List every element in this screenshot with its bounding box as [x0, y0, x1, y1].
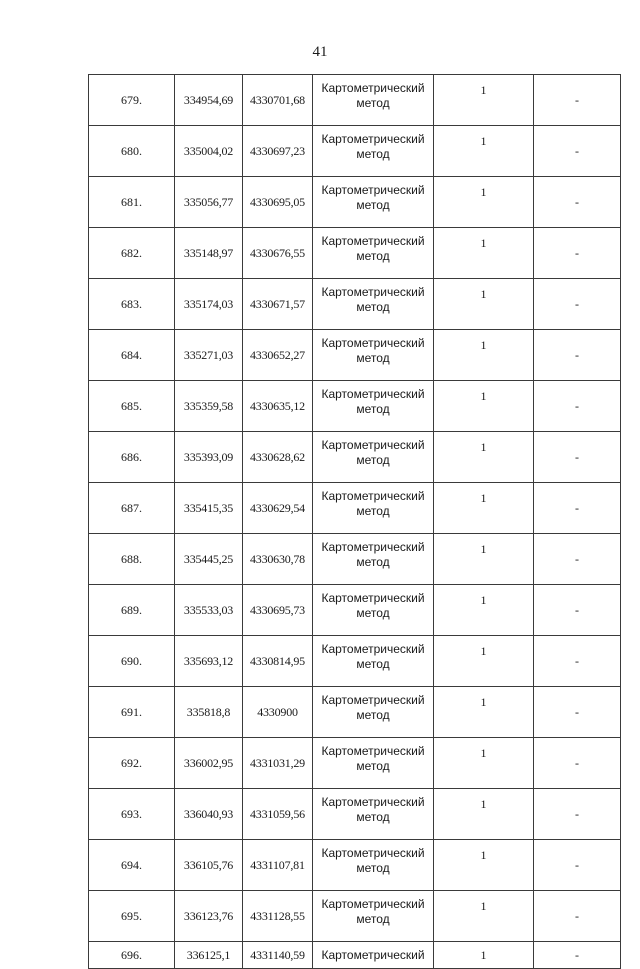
coordinate-y: 4330630,78: [243, 534, 313, 585]
point-number: 691.: [89, 687, 175, 738]
point-number: 693.: [89, 789, 175, 840]
point-number: 694.: [89, 840, 175, 891]
coordinate-y: 4330652,27: [243, 330, 313, 381]
method-suffix: метод: [356, 606, 390, 620]
method-name: Картометрический: [321, 183, 425, 197]
coordinate-x: 335004,02: [175, 126, 243, 177]
accuracy-value: 1: [434, 177, 534, 228]
coordinate-y: 4330695,73: [243, 585, 313, 636]
method-cell: [313, 279, 434, 330]
point-number: 686.: [89, 432, 175, 483]
point-number: 679.: [89, 75, 175, 126]
point-number: 688.: [89, 534, 175, 585]
table-row: [89, 330, 621, 381]
description-value: -: [534, 942, 621, 969]
description-value: -: [534, 330, 621, 381]
method-suffix: метод: [356, 198, 390, 212]
description-value: -: [534, 789, 621, 840]
accuracy-value: 1: [434, 432, 534, 483]
description-value: -: [534, 534, 621, 585]
table-row: [89, 228, 621, 279]
method-cell: [313, 381, 434, 432]
description-value: -: [534, 840, 621, 891]
coordinate-y: 4330628,62: [243, 432, 313, 483]
accuracy-value: 1: [434, 585, 534, 636]
coordinate-y: 4331059,56: [243, 789, 313, 840]
method-cell: [313, 942, 434, 969]
table-row: [89, 75, 621, 126]
method-cell: [313, 687, 434, 738]
description-value: -: [534, 381, 621, 432]
coordinate-y: 4330697,23: [243, 126, 313, 177]
method-suffix: метод: [356, 861, 390, 875]
accuracy-value: 1: [434, 534, 534, 585]
method-cell: [313, 585, 434, 636]
page-number: 41: [312, 44, 328, 60]
method-suffix: метод: [356, 147, 390, 161]
coordinate-x: 335415,35: [175, 483, 243, 534]
point-number: 680.: [89, 126, 175, 177]
coordinate-y: 4330629,54: [243, 483, 313, 534]
method-name: Картометрический: [321, 540, 425, 554]
method-cell: [313, 840, 434, 891]
method-name: Картометрический: [321, 591, 425, 605]
description-value: -: [534, 738, 621, 789]
accuracy-value: 1: [434, 483, 534, 534]
accuracy-value: 1: [434, 126, 534, 177]
coordinate-y: 4330676,55: [243, 228, 313, 279]
description-value: -: [534, 75, 621, 126]
description-value: -: [534, 636, 621, 687]
coordinate-y: 4330695,05: [243, 177, 313, 228]
coordinate-x: 336123,76: [175, 891, 243, 942]
method-cell: [313, 177, 434, 228]
point-number: 682.: [89, 228, 175, 279]
method-suffix: метод: [356, 300, 390, 314]
description-value: -: [534, 279, 621, 330]
method-cell: [313, 330, 434, 381]
coordinate-y: 4330701,68: [243, 75, 313, 126]
description-value: -: [534, 585, 621, 636]
table-row: [89, 942, 621, 969]
method-cell: [313, 534, 434, 585]
method-name: Картометрический: [321, 846, 425, 860]
table-row: [89, 585, 621, 636]
method-cell: [313, 75, 434, 126]
point-number: 695.: [89, 891, 175, 942]
accuracy-value: 1: [434, 687, 534, 738]
point-number: 683.: [89, 279, 175, 330]
method-cell: [313, 789, 434, 840]
coordinate-y: 4331031,29: [243, 738, 313, 789]
accuracy-value: 1: [434, 789, 534, 840]
method-name: Картометрический: [321, 132, 425, 146]
point-number: 689.: [89, 585, 175, 636]
method-suffix: метод: [356, 402, 390, 416]
coordinate-y: 4330900: [243, 687, 313, 738]
description-value: -: [534, 177, 621, 228]
coordinate-x: 335445,25: [175, 534, 243, 585]
accuracy-value: 1: [434, 75, 534, 126]
coordinate-x: 335148,97: [175, 228, 243, 279]
point-number: 692.: [89, 738, 175, 789]
method-suffix: метод: [356, 453, 390, 467]
method-name: Картометрический: [321, 744, 425, 758]
coordinate-y: 4331128,55: [243, 891, 313, 942]
point-number: 690.: [89, 636, 175, 687]
point-number: 696.: [89, 942, 175, 969]
method-suffix: метод: [356, 555, 390, 569]
accuracy-value: 1: [434, 942, 534, 969]
accuracy-value: 1: [434, 330, 534, 381]
table-row: [89, 687, 621, 738]
accuracy-value: 1: [434, 738, 534, 789]
description-value: -: [534, 483, 621, 534]
coordinates-table: [88, 74, 621, 969]
coordinate-y: 4330814,95: [243, 636, 313, 687]
table-row: [89, 381, 621, 432]
coordinate-x: 336125,1: [175, 942, 243, 969]
coordinate-x: 336002,95: [175, 738, 243, 789]
table-row: [89, 636, 621, 687]
method-name: Картометрический: [321, 795, 425, 809]
coordinate-x: 335174,03: [175, 279, 243, 330]
accuracy-value: 1: [434, 636, 534, 687]
description-value: -: [534, 687, 621, 738]
coordinate-x: 335818,8: [175, 687, 243, 738]
coordinate-x: 334954,69: [175, 75, 243, 126]
method-name: Картометрический: [321, 285, 425, 299]
coordinate-x: 335056,77: [175, 177, 243, 228]
table-row: [89, 279, 621, 330]
method-name: Картометрический: [321, 693, 425, 707]
coordinate-x: 335359,58: [175, 381, 243, 432]
table-row: [89, 840, 621, 891]
method-suffix: метод: [356, 759, 390, 773]
coordinate-x: 336105,76: [175, 840, 243, 891]
accuracy-value: 1: [434, 840, 534, 891]
coordinate-x: 335271,03: [175, 330, 243, 381]
method-suffix: метод: [356, 810, 390, 824]
method-cell: [313, 432, 434, 483]
coordinate-x: 335533,03: [175, 585, 243, 636]
method-cell: [313, 483, 434, 534]
method-name: Картометрический: [321, 642, 425, 656]
point-number: 681.: [89, 177, 175, 228]
table-row: [89, 534, 621, 585]
table-row: [89, 891, 621, 942]
table-row: [89, 789, 621, 840]
method-cell: [313, 126, 434, 177]
description-value: -: [534, 432, 621, 483]
coordinate-y: 4330671,57: [243, 279, 313, 330]
method-cell: [313, 738, 434, 789]
method-name: Картометрический: [321, 234, 425, 248]
accuracy-value: 1: [434, 279, 534, 330]
method-name: Картометрический: [321, 489, 425, 503]
coordinate-y: 4330635,12: [243, 381, 313, 432]
accuracy-value: 1: [434, 891, 534, 942]
coordinate-y: 4331140,59: [243, 942, 313, 969]
method-suffix: метод: [356, 504, 390, 518]
method-cell: [313, 891, 434, 942]
table-row: [89, 432, 621, 483]
method-suffix: метод: [356, 912, 390, 926]
method-name: Картометрический: [321, 947, 425, 962]
point-number: 684.: [89, 330, 175, 381]
point-number: 687.: [89, 483, 175, 534]
method-cell: [313, 228, 434, 279]
method-suffix: метод: [356, 708, 390, 722]
description-value: -: [534, 228, 621, 279]
description-value: -: [534, 126, 621, 177]
method-name: Картометрический: [321, 438, 425, 452]
method-suffix: метод: [356, 657, 390, 671]
table-row: [89, 126, 621, 177]
method-suffix: метод: [356, 249, 390, 263]
table-row: [89, 483, 621, 534]
coordinate-x: 335693,12: [175, 636, 243, 687]
coordinate-y: 4331107,81: [243, 840, 313, 891]
point-number: 685.: [89, 381, 175, 432]
coordinate-x: 336040,93: [175, 789, 243, 840]
description-value: -: [534, 891, 621, 942]
table-row: [89, 177, 621, 228]
accuracy-value: 1: [434, 381, 534, 432]
method-name: Картометрический: [321, 336, 425, 350]
method-cell: [313, 636, 434, 687]
method-name: Картометрический: [321, 897, 425, 911]
accuracy-value: 1: [434, 228, 534, 279]
method-suffix: метод: [356, 96, 390, 110]
coordinate-x: 335393,09: [175, 432, 243, 483]
method-name: Картометрический: [321, 387, 425, 401]
method-suffix: метод: [356, 351, 390, 365]
table-row: [89, 738, 621, 789]
method-name: Картометрический: [321, 81, 425, 95]
